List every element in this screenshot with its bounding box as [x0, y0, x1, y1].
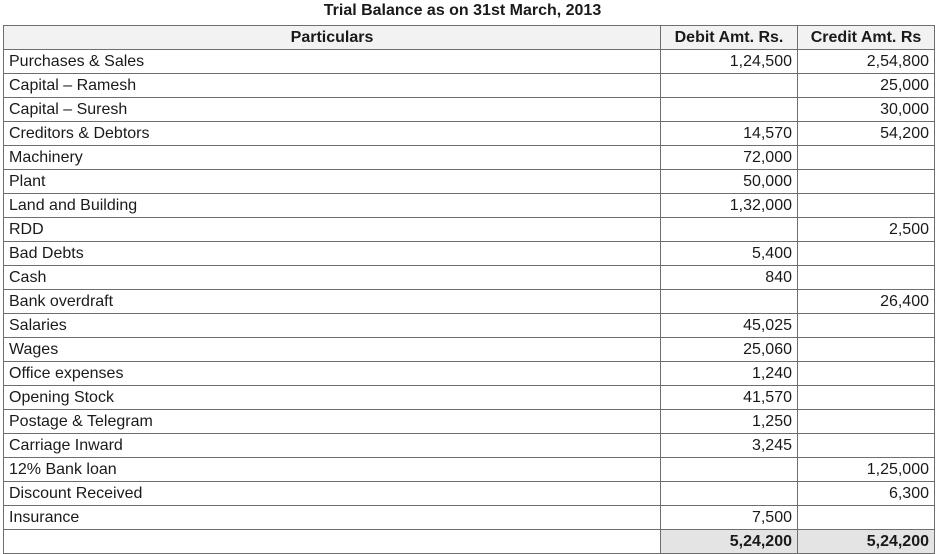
debit-cell: 45,025 — [661, 314, 798, 338]
table-row — [4, 50, 935, 74]
particular-cell: Capital – Ramesh — [4, 74, 661, 98]
total-credit: 5,24,200 — [798, 530, 935, 554]
credit-cell — [798, 362, 935, 386]
credit-cell — [798, 506, 935, 530]
credit-cell: 6,300 — [798, 482, 935, 506]
particular-cell: Plant — [4, 170, 661, 194]
credit-cell — [798, 386, 935, 410]
debit-cell — [661, 290, 798, 314]
particular-cell: Postage & Telegram — [4, 410, 661, 434]
particular-cell: Wages — [4, 338, 661, 362]
credit-cell — [798, 338, 935, 362]
table-row — [4, 194, 935, 218]
table-row — [4, 242, 935, 266]
credit-cell — [798, 434, 935, 458]
credit-cell — [798, 314, 935, 338]
table-header-row — [4, 26, 935, 50]
credit-cell — [798, 194, 935, 218]
credit-cell: 2,54,800 — [798, 50, 935, 74]
table-row — [4, 170, 935, 194]
table-row — [4, 122, 935, 146]
table-row — [4, 218, 935, 242]
particular-cell: Bank overdraft — [4, 290, 661, 314]
debit-cell — [661, 482, 798, 506]
table-row — [4, 410, 935, 434]
table-row — [4, 146, 935, 170]
credit-cell: 25,000 — [798, 74, 935, 98]
credit-cell — [798, 170, 935, 194]
debit-cell: 50,000 — [661, 170, 798, 194]
credit-cell: 54,200 — [798, 122, 935, 146]
table-row — [4, 386, 935, 410]
particular-cell: Bad Debts — [4, 242, 661, 266]
credit-cell: 30,000 — [798, 98, 935, 122]
table-row — [4, 74, 935, 98]
header-credit: Credit Amt. Rs — [798, 26, 935, 50]
particular-cell: Purchases & Sales — [4, 50, 661, 74]
credit-cell — [798, 266, 935, 290]
debit-cell: 3,245 — [661, 434, 798, 458]
table-row — [4, 434, 935, 458]
credit-cell: 2,500 — [798, 218, 935, 242]
particular-cell: Cash — [4, 266, 661, 290]
table-body — [4, 50, 935, 554]
table-row — [4, 506, 935, 530]
table-row — [4, 362, 935, 386]
table-row — [4, 338, 935, 362]
header-particulars: Particulars — [4, 26, 661, 50]
table-row — [4, 290, 935, 314]
debit-cell: 14,570 — [661, 122, 798, 146]
debit-cell: 7,500 — [661, 506, 798, 530]
table-row — [4, 98, 935, 122]
trial-balance-table — [3, 25, 935, 554]
debit-cell: 25,060 — [661, 338, 798, 362]
table-row — [4, 458, 935, 482]
debit-cell: 41,570 — [661, 386, 798, 410]
debit-cell: 1,24,500 — [661, 50, 798, 74]
particular-cell: Insurance — [4, 506, 661, 530]
page-title: Trial Balance as on 31st March, 2013 — [323, 2, 602, 19]
debit-cell — [661, 218, 798, 242]
total-label-cell — [4, 530, 661, 554]
header-debit: Debit Amt. Rs. — [661, 26, 798, 50]
particular-cell: Machinery — [4, 146, 661, 170]
table-row — [4, 314, 935, 338]
particular-cell: Capital – Suresh — [4, 98, 661, 122]
credit-cell: 26,400 — [798, 290, 935, 314]
particular-cell: Opening Stock — [4, 386, 661, 410]
credit-cell — [798, 146, 935, 170]
debit-cell — [661, 458, 798, 482]
debit-cell: 72,000 — [661, 146, 798, 170]
credit-cell — [798, 410, 935, 434]
table-row — [4, 266, 935, 290]
particular-cell: Office expenses — [4, 362, 661, 386]
particular-cell: Carriage Inward — [4, 434, 661, 458]
credit-cell: 1,25,000 — [798, 458, 935, 482]
debit-cell — [661, 74, 798, 98]
total-row — [4, 530, 935, 554]
debit-cell: 840 — [661, 266, 798, 290]
total-debit: 5,24,200 — [661, 530, 798, 554]
table-row — [4, 482, 935, 506]
debit-cell: 1,240 — [661, 362, 798, 386]
credit-cell — [798, 242, 935, 266]
particular-cell: Land and Building — [4, 194, 661, 218]
particular-cell: Discount Received — [4, 482, 661, 506]
debit-cell — [661, 98, 798, 122]
debit-cell: 1,250 — [661, 410, 798, 434]
debit-cell: 1,32,000 — [661, 194, 798, 218]
particular-cell: Salaries — [4, 314, 661, 338]
debit-cell: 5,400 — [661, 242, 798, 266]
particular-cell: Creditors & Debtors — [4, 122, 661, 146]
particular-cell: 12% Bank loan — [4, 458, 661, 482]
particular-cell: RDD — [4, 218, 661, 242]
